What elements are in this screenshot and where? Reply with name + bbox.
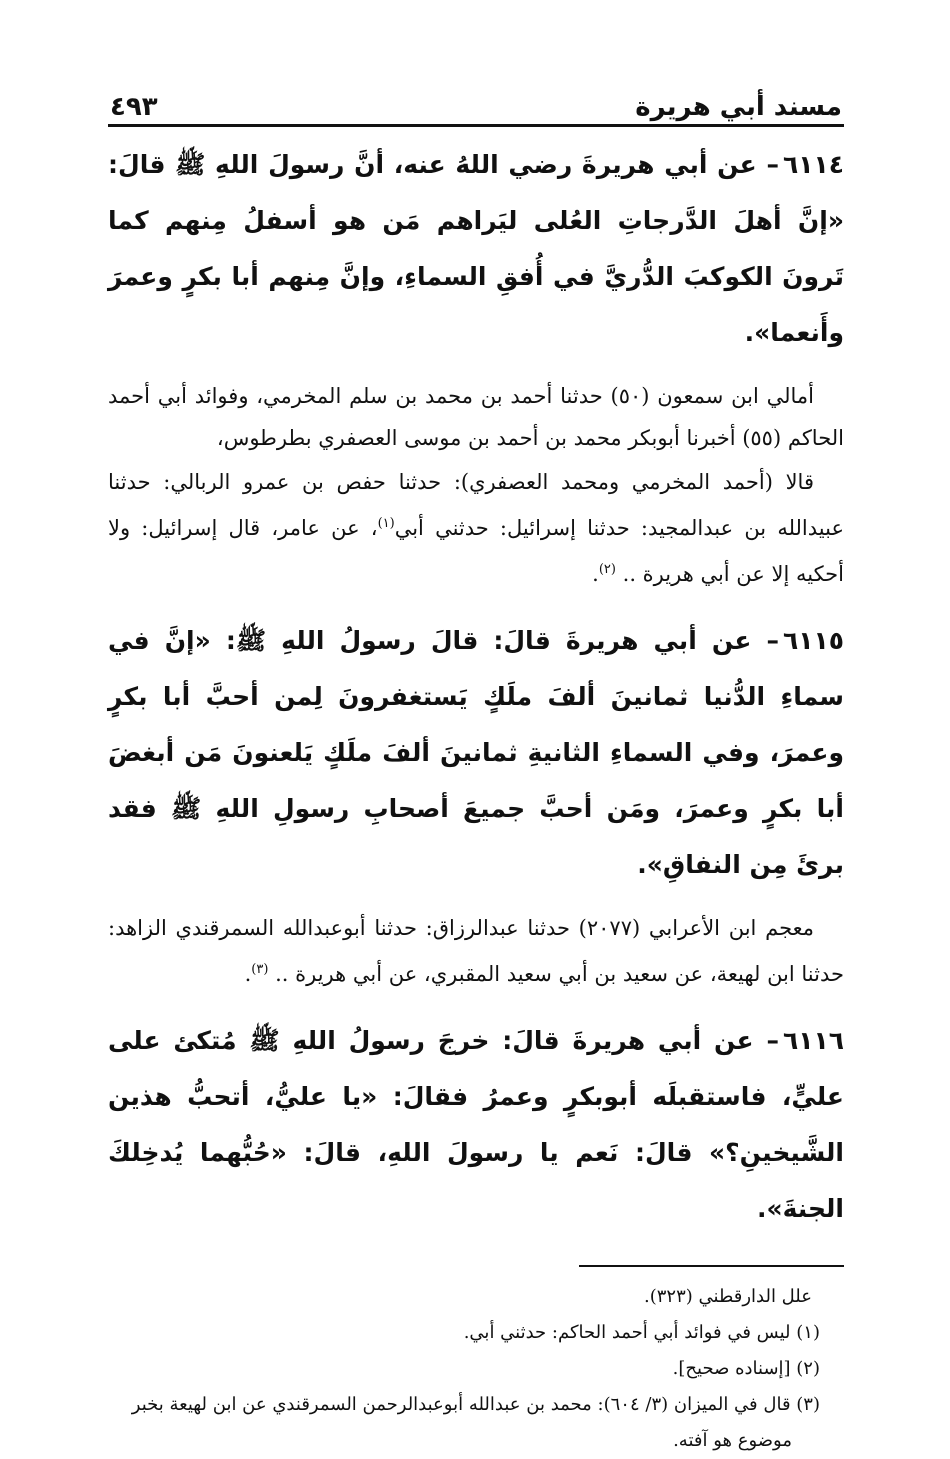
hadith-number: ٦١١٤: [782, 150, 844, 179]
footnote-marker: (١): [377, 516, 395, 531]
footnote-source: علل الدارقطني (٣٢٣).: [644, 1286, 812, 1307]
source-text: معجم ابن الأعرابي (٢٠٧٧) حدثنا عبدالرزاق: حدثنا أبوعبدالله السمرقندي الزاهد: حدثنا ابن لهيعة، عن سعيد بن أبي سعيد المقبري، عن أبي هريرة ..: [108, 916, 844, 986]
footnote-3-continued: موضوع هو آفته.: [673, 1430, 792, 1451]
hadith-number: ٦١١٥: [782, 626, 844, 655]
hadith-6114: [108, 137, 844, 361]
source-text: قالا (أحمد المخرمي ومحمد العصفري): حدثنا حفص بن عمرو الربالي: حدثنا عبيدالله بن عبدالمجيد: حدثنا إسرائيل: حدثني أبي: [108, 470, 844, 540]
hadith-text: – عن أبي هريرةَ قالَ: قالَ رسولُ اللهِ ﷺ: «إنَّ في سماءِ الدُّنيا ثمانينَ ألفَ ملَكٍ يَستغفرونَ لِمن أحبَّ أبا بكرٍ وعمرَ، وفي السماءِ الثانيةِ ثمانينَ ألفَ ملَكٍ يَلعنونَ مَن أبغضَ أبا بكرٍ وعمرَ، ومَن أحبَّ جميعَ أصحابِ رسولِ اللهِ ﷺ فقد برئَ مِن النفاقِ».: [108, 626, 844, 879]
hadith-6116: [108, 1013, 844, 1237]
footnote-marker: (٣): [251, 962, 269, 977]
footnote-2: (٢) [إسناده صحيح].: [672, 1358, 820, 1379]
hadith-text: – عن أبي هريرةَ قالَ: خرجَ رسولُ اللهِ ﷺ مُتكئ على عليٍّ، فاستقبلَه أبوبكرٍ وعمرُ فقالَ: «يا عليُّ، أتحبُّ هذين الشَّيخينِ؟» قالَ: نَعم يا رسولَ اللهِ، قالَ: «حُبُّهما يُدخِلكَ الجنةَ».: [108, 1026, 844, 1223]
footnotes: [108, 1279, 844, 1459]
source-paragraph: [108, 907, 844, 995]
footnote-3: (٣) قال في الميزان (٣/ ٦٠٤): محمد بن عبدالله أبوعبدالرحمن السمرقندي عن ابن لهيعة بخبر: [131, 1394, 820, 1415]
page-number: ٤٩٣: [110, 92, 158, 122]
hadith-text: – عن أبي هريرةَ رضي اللهُ عنه، أنَّ رسولَ اللهِ ﷺ قالَ: «إنَّ أهلَ الدَّرجاتِ العُلى ليَراهم مَن هو أسفلُ مِنهم كما تَرونَ الكوكبَ الدُّريَّ في أُفقِ السماءِ، وإنَّ مِنهم أبا بكرٍ وعمرَ وأَنعما».: [108, 150, 844, 347]
hadith-6115: [108, 613, 844, 893]
source-text: .: [244, 962, 252, 986]
running-header: [108, 78, 844, 127]
footnote-separator: [579, 1265, 844, 1267]
source-text: ، عن عامر، قال إسرائيل: ولا أحكيه إلا عن أبي هريرة ..: [108, 516, 844, 586]
source-text: .: [592, 562, 599, 586]
book-title: مسند أبي هريرة: [635, 92, 842, 122]
source-paragraph: [108, 461, 844, 595]
footnote-marker: (٢): [598, 562, 616, 577]
book-page: [108, 78, 844, 1451]
hadith-number: ٦١١٦: [782, 1026, 844, 1055]
footnote-1: (١) ليس في فوائد أبي أحمد الحاكم: حدثني أبي.: [463, 1322, 820, 1343]
source-paragraph: أمالي ابن سمعون (٥٠) حدثنا أحمد بن محمد بن سلم المخرمي، وفوائد أبي أحمد الحاكم (٥٥) أخبرنا أبوبكر محمد بن أحمد بن موسى العصفري بطرطوس،: [108, 384, 844, 450]
